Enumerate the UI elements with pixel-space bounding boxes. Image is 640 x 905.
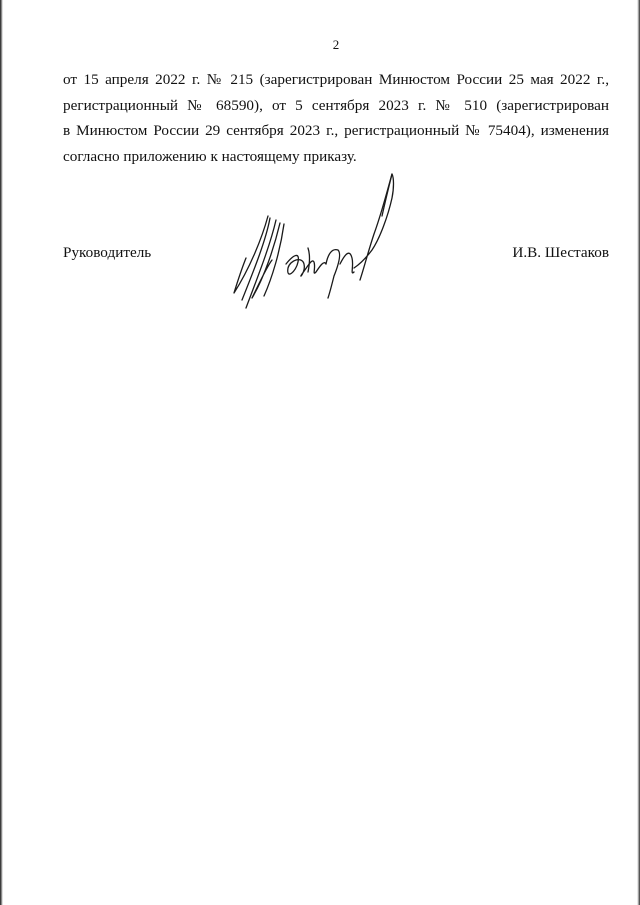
body-line: от 15 апреля 2022 г. № 215 (зарегистрирован Минюстом России 25 мая 2022 г., — [63, 71, 609, 88]
body-line: в Минюстом России 29 сентября 2023 г., регистрационный № 75404), изменения — [63, 122, 609, 139]
signer-role: Руководитель — [63, 244, 152, 261]
body-line: регистрационный № 68590), от 5 сентября 2023 г. № 510 (зарегистрирован — [63, 96, 609, 114]
handwritten-signature — [228, 168, 408, 318]
body-paragraph — [63, 67, 609, 169]
scan-edge-left — [0, 0, 3, 905]
signer-name: И.В. Шестаков — [512, 244, 609, 261]
page-number: 2 — [332, 37, 340, 52]
body-line: согласно приложению к настоящему приказу. — [63, 147, 357, 165]
